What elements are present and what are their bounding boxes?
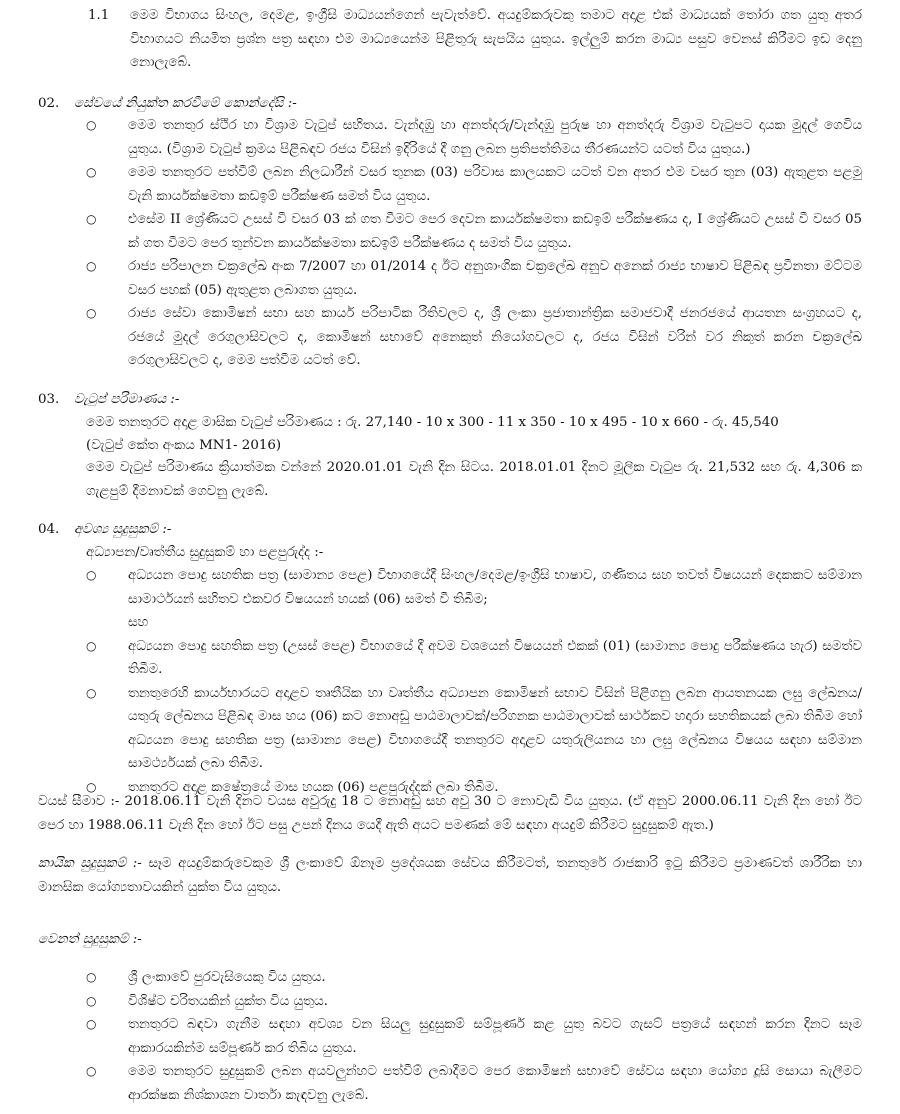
list-item [86, 255, 862, 302]
list-item-text: රාජ්‍ය සේවා කොමිෂන් සභා සහ කාර්ය පරිපාටික රීතිවලට ද, ශ්‍රී ලංකා ප්‍රජාතාන්ත්‍රික සමාජවාදී ජනරජයේ ආයතන සංග්‍රහයට ද, රජයේ මුදල් රෙගුලාසිවලට ද, කොමිෂන් සභාවේ අනෙකුත් නියෝගවලට ද, රජය විසින් වරින් වර නිකුත් කරන චක්‍රලේඛ රෙගුලාසිවලට ද, මෙම පත්වීම යටත් වේ. [128, 306, 862, 368]
section-02-title: සේවයේ නියුක්ත කරවීමේ කොන්දේසි :- [74, 96, 297, 111]
list-item-text: මෙම තනතුර ස්ථිර හා විශ්‍රාම වැටුප් සහිතය. වැන්දඹු හා අනත්දරු/වැන්දඹු පුරුෂ හා අනත්දරු විශ්‍රාම වැටුපට දායක මුදල් ගෙවිය යුතුය. (විශ්‍රාම වැටුප් ක්‍රමය පිළිබඳව රජය විසින් ඉදිරියේ දී ගනු ලබන ප්‍රතිපත්තිමය තීරණයන්ට යටත් විය යුතුය.) [128, 118, 862, 157]
bullet-icon: ○ [86, 165, 97, 179]
section-03-title: වැටුප් පරිමාණය :- [74, 392, 180, 407]
section-04-number: 04. [38, 522, 60, 537]
bullet-icon: ○ [86, 212, 97, 226]
section-02-conditions-list [86, 114, 862, 373]
list-item [86, 302, 862, 373]
joiner-text: සහ [128, 615, 149, 630]
section-04-title: අවශ්‍ය සුදුසුකම් :- [74, 522, 172, 537]
list-item [86, 1060, 862, 1107]
other-qualifications-list [86, 966, 862, 1107]
age-limit-text: වයස් සීමාව :- 2018.06.11 වැනි දිනට වයස අවුරුදු 18 ට නොඅඩු සහ අවු 30 ට නොවැඩි විය යුතුය. (ඒ අනුව 2000.06.11 වැනි දින හෝ ඊට පෙර හා 1988.06.11 වැනි දින හෝ ඊට පසු උපන් දිනය යෙදී ඇති අයට පමණක් මේ සඳහා අයදුම් කිරීමට සුදුසුකම් ඇත.) [38, 794, 862, 833]
section-04-heading [38, 518, 171, 542]
section-02-heading [38, 92, 297, 116]
bullet-icon: ○ [86, 685, 97, 700]
section-02-number: 02. [38, 96, 60, 111]
bullet-icon: ○ [86, 118, 97, 132]
section-1-1-text: මෙම විභාගය සිංහල, දෙමළ, ඉංග්‍රීසි මාධ්‍යයන්ගෙන් පැවැත්වේ. අයදුම්කරුවකු තමාට අදාළ එක් මාධ්‍යයක් තෝරා ගත යුතු අතර විභාගයට නියමිත ප්‍රශ්න පත්‍ර සඳහා එම මාධ්‍යයෙන්ම පිළිතුරු සැපයිය යුතුය. ඉල්ලුම් කරන මාධ්‍ය පසුව වෙනස් කිරීමට ඉඩ දෙනු නොලැබේ. [130, 8, 862, 70]
list-item-text: විශිෂ්ට චරිතයකින් යුක්ත විය යුතුය. [128, 993, 328, 1009]
list-item-text: තනතුරෙහි කාර්යභාරයට අදාළව තෘතීයික හා වෘත්තීය අධ්‍යාපන කොමිෂන් සභාව විසින් පිළිගනු ලබන ආයතනයක ලඝු ලේඛනය/යතුරු ලේඛනය පිළිබඳ මාස හය (06) කට නොඅඩු පාඨමාලාවක්/පරිගනක පාඨමාලාවක් සාර්ථකව හදාරා සහතිකයක් ලබා තිබීම හෝ අධ්‍යයන පොදු සහතික පත්‍ර (සාමාන්‍ය පෙළ) විභාගයේදී තනතුරට අදාළව යතුරුලියනය හා ලඝු ලේඛනය විෂයය සඳහා සම්මාන සාමර්ථ්‍යයක් ලබා තිබීම. [128, 685, 862, 771]
bullet-icon: ○ [86, 306, 97, 320]
list-item [86, 990, 862, 1014]
physical-text: සෑම අයදුම්කරුවෙකුම ශ්‍රී ලංකාවේ ඕනෑම ප්‍රදේශයක සේවය කිරීමටත්, තනතුරේ රාජකාරි ඉටු කිරීමට ප්‍රමාණවත් ශාරීරික හා මානසික යෝග්‍යතාවයකින් යුක්ත විය යුතුය. [38, 856, 863, 895]
bullet-icon: ○ [86, 993, 97, 1008]
list-item [86, 682, 862, 776]
list-item [86, 635, 862, 682]
physical-qualifications [38, 852, 862, 899]
list-item [86, 114, 862, 161]
section-04-subtitle: අධ්‍යාපන/වෘත්තීය සුදුසුකම් හා පළපුරුද්ද :- [86, 545, 324, 560]
other-qualifications-title: වෙනත් සුදුසුකම් :- [38, 932, 142, 947]
list-item [86, 564, 862, 635]
list-item-text: අධ්‍යයන පොදු සහතික පත්‍ර (සාමාන්‍ය පෙළ) විභාගයේදී සිංහල/දෙමළ/ඉංග්‍රීසි භාෂාව, ගණිතය සහ තවත් විෂයයන් දෙකකට සම්මාන සාමාර්ථයන් සහිතව එකවර විෂයයන් හයක් (06) සමත් වී තිබීම; [128, 568, 862, 607]
salary-effective-text: මෙම වැටුප් පරිමාණය ක්‍රියාත්මක වන්නේ 2020.01.01 වැනි දින සිටය. 2018.01.01 දිනට මූලික වැටුප රු. 21,532 සහ රු. 4,306 ක ගැළපුම් දීමනාවක් ගෙවනු ලැබේ. [86, 460, 862, 499]
list-item-text: මෙම තනතුරට පත්වීම් ලබන නිලධාරීන් වසර තුනක (03) පරිවාස කාලයකට යටත් වන අතර එම වසර තුන (03) ඇතුළත පළමු වැනි කාර්යක්ෂමතා කඩඉම් පරීක්ෂණ සමත් විය යුතුය. [128, 165, 862, 204]
list-item-text: අධ්‍යයන පොදු සහතික පත්‍ර (උසස් පෙළ) විභාගයේ දී අවම වශයෙන් විෂයයන් එකක් (01) (සාමාන්‍ය පොදු පරීක්ෂණය හැර) සමත්ව තිබීම. [128, 638, 862, 677]
bullet-icon: ○ [86, 638, 97, 653]
list-item-text: රාජ්‍ය පරිපාලන චක්‍රලේඛ අංක 7/2007 හා 01/2014 ද ඊට අනුශාංගික චක්‍රලේඛ අනුව අනෙක් රාජ්‍ය භාෂාව පිළිබඳ ප්‍රවීනතා මට්ටම වසර පහක් (05) ඇතුළත ලබාගත යුතුය. [128, 259, 862, 298]
list-item [86, 1013, 862, 1060]
bullet-icon: ○ [86, 568, 97, 582]
bullet-icon: ○ [86, 1064, 97, 1078]
section-03-heading [38, 388, 179, 412]
list-item [86, 208, 862, 255]
education-qualifications-list [86, 564, 862, 799]
bullet-icon: ○ [86, 1017, 97, 1031]
section-number-1-1: 1.1 [88, 8, 110, 23]
bullet-icon: ○ [86, 259, 97, 273]
bullet-icon: ○ [86, 779, 97, 794]
salary-scale-line: මෙම තනතුරට අදාළ මාසික වැටුප් පරිමාණය : රු. 27,140 - 10 x 300 - 11 x 350 - 10 x 495 - 10 x 660 - රු. 45,540 [86, 415, 779, 430]
list-item [86, 966, 862, 990]
list-item-text: ශ්‍රී ලංකාවේ පුරවැසියෙකු විය යුතුය. [128, 970, 326, 985]
list-item [86, 161, 862, 208]
list-item-text: මෙම තනතුරට සුදුසුකම් ලබන අයවලුන්හට පත්වීම් ලබාදීමට පෙර කොමිෂන් සභාවේ සේවය සඳහා යෝග්‍ය දූසි සොයා බැලීමට ආරක්ෂක නිශ්කාශන වාර්තා කැඳවනු ලැබේ. [128, 1064, 862, 1103]
bullet-icon: ○ [86, 970, 97, 984]
salary-code-line: (වැටුප් කේත අංකය MN1- 2016) [86, 438, 282, 453]
list-item-text: තනතුරට අදාළ කෂේත්‍රයේ මාස හයක (06) පළපුරුද්දක් ලබා තිබීම. [128, 779, 499, 795]
list-item-text: තනතුරට බඳවා ගැනීම සඳහා අවශ්‍ය වන සියලු සුදුසුකම් සම්පූර්ණ කළ යුතු බවට ගැසට් පත්‍රයේ සඳහන් කරන දිනට සෑම ආකාරයකින්ම සම්පූර්ණ කර තිබිය යුතුය. [128, 1017, 862, 1056]
list-item-text: එසේම II ශ්‍රේණියට උසස් වී වසර 03 ක් ගත වීමට පෙර දෙවන කාර්යක්ෂමතා කඩඉම් පරීක්ෂණය ද, I ශ්‍රේණියට උසස් වී වසර 05 ක් ගත වීමට පෙර තුන්වන කාර්යක්ෂමතා කඩඉම් පරීක්ෂණය ද සමත් විය යුතුය. [128, 212, 862, 251]
physical-label: කායික සුදුසුකම් :- [38, 856, 142, 871]
section-03-number: 03. [38, 392, 60, 407]
